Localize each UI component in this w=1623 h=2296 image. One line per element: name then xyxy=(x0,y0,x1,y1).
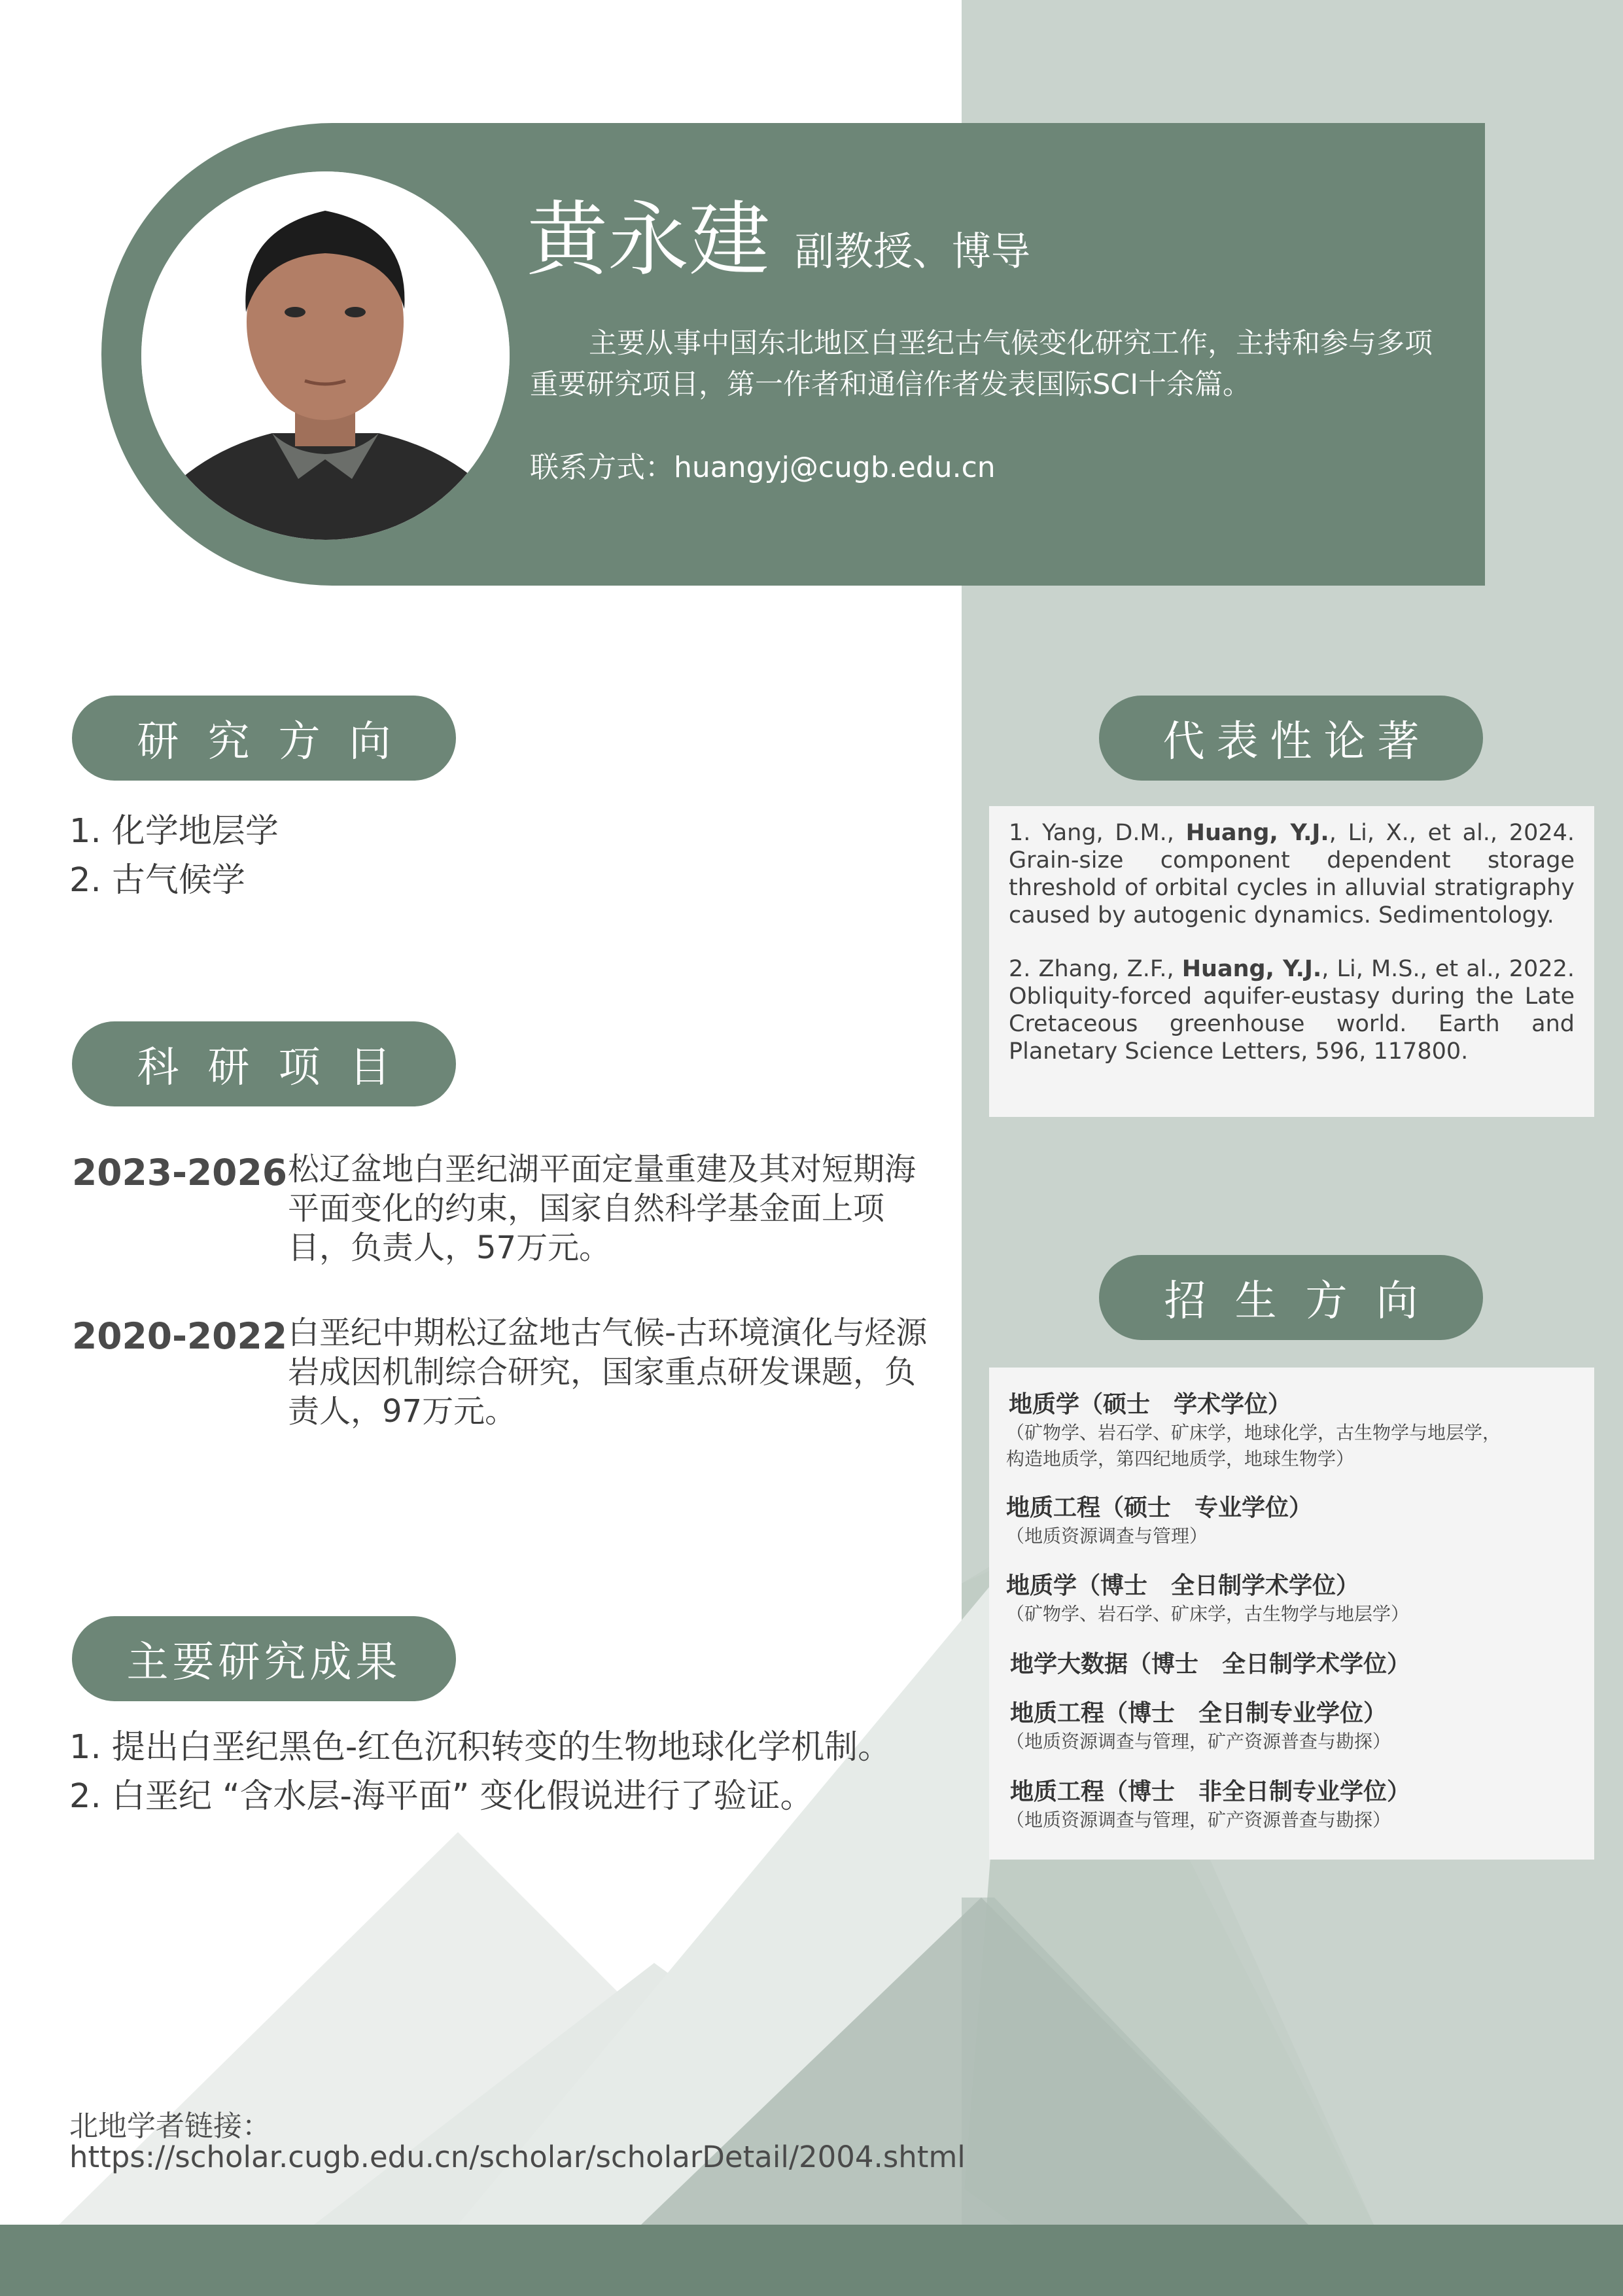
publications-card xyxy=(989,806,1594,1117)
publication-details: , Li, X., et al., 2024. Grain-size component dependent storage threshold of orbital cycles in alluvial stratigraphy caused by autogenic dynamics. Sedimentology. xyxy=(1009,820,1575,928)
section-title-research: 研究方向 xyxy=(72,696,456,781)
admission-program: 地学大数据（博士 全日制学术学位） xyxy=(1010,1651,1411,1678)
research-summary: 主要从事中国东北地区白垩纪古气候变化研究工作，主持和参与多项重要研究项目，第一作者和通信作者发表国际SCI十余篇。 xyxy=(530,327,1433,401)
project-description: 松辽盆地白垩纪湖平面定量重建及其对短期海平面变化的约束，国家自然科学基金面上项目，负责人，57万元。 xyxy=(288,1151,916,1266)
admission-program: 地质工程（博士 非全日制专业学位） xyxy=(1010,1778,1411,1805)
section-title-admission: 招生方向 xyxy=(1099,1255,1483,1340)
admission-program: 地质工程（博士 全日制专业学位） xyxy=(1010,1700,1387,1727)
admission-program: 地质工程（硕士 专业学位） xyxy=(1006,1494,1313,1521)
portrait-icon xyxy=(141,171,510,540)
admission-subject: （地质资源调查与管理，矿产资源普查与勘探） xyxy=(1006,1809,1391,1831)
publication-highlight-author: Huang, Y.J. xyxy=(1181,956,1322,982)
admission-program: 地质学（硕士 学术学位） xyxy=(1009,1391,1292,1418)
contact-email: 联系方式：huangyj@cugb.edu.cn xyxy=(530,451,996,484)
scholar-link-url[interactable]: https://scholar.cugb.edu.cn/scholar/scholarDetail/2004.shtml xyxy=(69,2140,966,2174)
achievement-item: 2. 白垩纪 “含水层-海平面” 变化假说进行了验证。 xyxy=(69,1777,814,1816)
admission-subject: （地质资源调查与管理） xyxy=(1006,1525,1208,1547)
publication-highlight-author: Huang, Y.J. xyxy=(1185,820,1329,846)
section-title-achievements: 主要研究成果 xyxy=(72,1616,456,1701)
admission-subject: （矿物学、岩石学、矿床学，地球化学，古生物学与地层学， xyxy=(1006,1422,1501,1443)
research-item: 2. 古气候学 xyxy=(69,861,245,900)
publication-authors: 2. Zhang, Z.F., xyxy=(1009,956,1182,982)
admission-subject: （矿物学、岩石学、矿床学，古生物学与地层学） xyxy=(1006,1603,1410,1625)
achievement-item: 1. 提出白垩纪黑色-红色沉积转变的生物地球化学机制。 xyxy=(69,1728,892,1767)
project-years: 2020-2022 xyxy=(72,1315,287,1357)
person-name: 黄永建 xyxy=(527,193,771,287)
section-title-projects: 科研项目 xyxy=(72,1021,456,1106)
admission-card xyxy=(989,1368,1594,1860)
admission-subject: （地质资源调查与管理，矿产资源普查与勘探） xyxy=(1006,1731,1391,1752)
publication-entry xyxy=(1009,955,1575,1065)
publication-entry xyxy=(1009,819,1575,929)
profile-photo xyxy=(141,171,510,540)
research-item: 1. 化学地层学 xyxy=(69,812,279,851)
admission-subject: 构造地质学，第四纪地质学，地球生物学） xyxy=(1006,1448,1355,1470)
academic-position: 副教授、博导 xyxy=(795,229,1030,275)
project-years: 2023-2026 xyxy=(72,1152,287,1193)
admission-program: 地质学（博士 全日制学术学位） xyxy=(1006,1572,1360,1599)
bottom-bar xyxy=(0,2225,1623,2296)
scholar-link-label: 北地学者链接： xyxy=(69,2110,271,2143)
publication-details: , Li, M.S., et al., 2022. Obliquity-forced aquifer-eustasy during the Late Cretaceous greenhouse world. Earth and Planetary Science Letters, 596, 117800. xyxy=(1009,956,1575,1065)
publication-authors: 1. Yang, D.M., xyxy=(1009,820,1186,846)
section-title-publications: 代表性论著 xyxy=(1099,696,1483,781)
project-description: 白垩纪中期松辽盆地古气候-古环境演化与烃源岩成因机制综合研究，国家重点研发课题，负责人，97万元。 xyxy=(288,1315,928,1430)
